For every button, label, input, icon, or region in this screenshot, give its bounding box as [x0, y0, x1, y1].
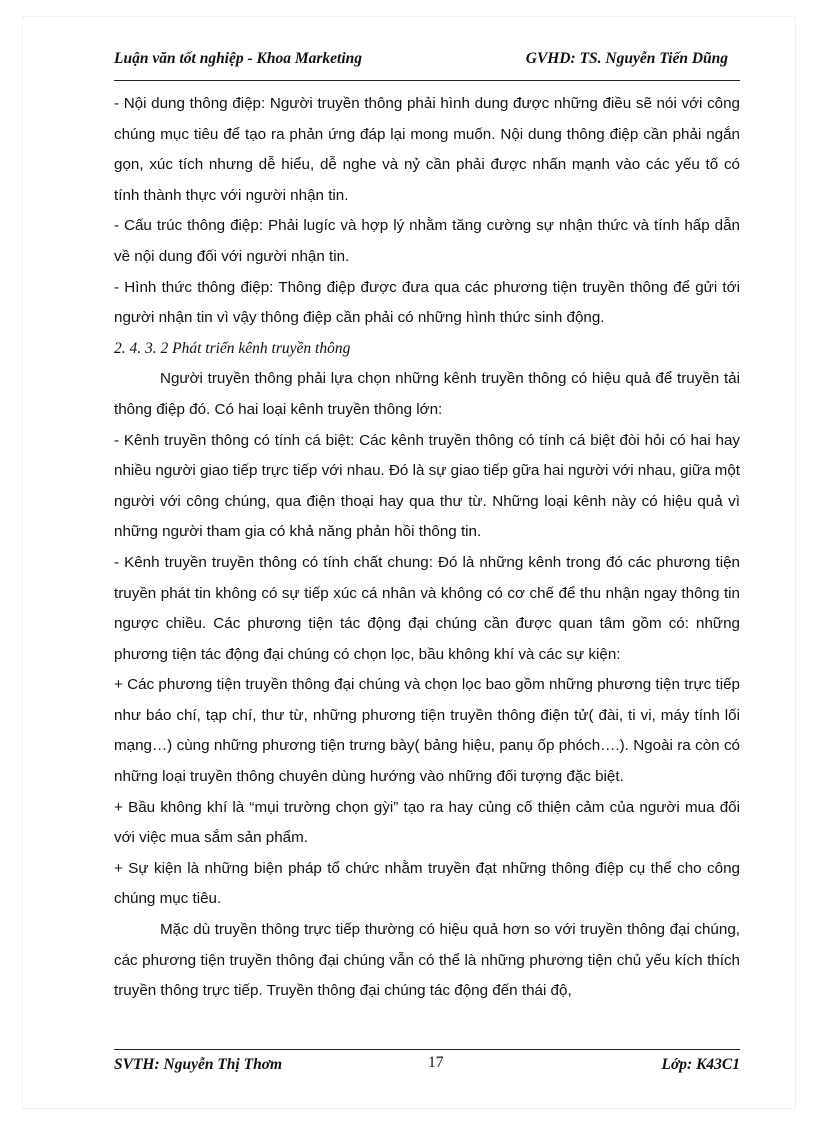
paragraph-personal-channel: - Kênh truyền thông có tính cá biệt: Các kênh truyền thông có tính cá biệt đòi hỏi có hai hay nhiều người giao tiếp trực tiếp với nhau. Đó là sự giao tiếp gữa hai người với nhau, giữa một người với công chúng, qua điện thoại hay qua thư từ. Những loại kênh này có hiệu quả vì những người tham gia có khả năng phản hồi thông tin.: [114, 431, 740, 541]
paragraph-message-structure: - Cấu trúc thông điệp: Phải lugíc và hợp lý nhằm tăng cường sự nhận thức và tính hấp dẫn về nội dung đối với người nhận tin.: [114, 217, 740, 265]
footer-rule: [114, 1049, 740, 1050]
page-footer: [114, 1054, 740, 1078]
paragraph-media: + Các phương tiện truyền thông đại chúng và chọn lọc bao gồm những phương tiện trực tiếp như báo chí, tạp chí, thư từ, những phương tiện truyền thông điện tử( đài, ti vi, máy tính lối mạng…) cùng những phương tiện trưng bày( bảng hiệu, panụ ốp phóch….). Ngoài ra còn có những loại truyền thông chuyên dùng hướng vào những đối tượng đặc biệt.: [114, 676, 740, 786]
paragraph-message-content: - Nội dung thông điệp: Người truyền thông phải hình dung được những điều sẽ nói với công chúng mục tiêu để tạo ra phản ứng đáp lại mong muốn. Nội dung thông điệp cần phải ngắn gọn, xúc tích nhưng dễ hiểu, dễ nghe và nỷ cần phải được nhấn mạnh vào các yếu tố có tính thành thực với người nhận tin.: [114, 95, 740, 204]
paragraph-nonpersonal-channel: - Kênh truyền truyền thông có tính chất chung: Đó là những kênh trong đó các phương tiện truyền phát tin không có sự tiếp xúc cá nhân và không có cơ chế để thu nhận ngay thông tin ngược chiều. Các phương tiện tác động đại chúng cần được quan tâm gồm có: những phương tiện tác động đại chúng có chọn lọc, bầu không khí và các sự kiện:: [114, 553, 740, 663]
paragraph-atmosphere: + Bầu không khí là “mụi trường chọn gỳi” tạo ra hay củng cố thiện cảm của người mua đối với việc mua sắm sản phẩm.: [114, 798, 740, 847]
header-supervisor: GVHD: TS. Nguyễn Tiến Dũng: [525, 50, 728, 67]
page-header: [114, 46, 728, 72]
footer-student: SVTH: Nguyễn Thị Thơm: [114, 1056, 283, 1073]
paragraph-channel-intro: Người truyền thông phải lựa chọn những kênh truyền thông có hiệu quả để truyền tải thông điệp đó. Có hai loại kênh truyền thông lớn:: [114, 370, 740, 418]
page-number: 17: [428, 1054, 444, 1071]
document-body: [114, 89, 740, 1007]
paragraph-message-form: - Hình thức thông điệp: Thông điệp được đưa qua các phương tiện truyền thông để gửi tới người nhận tin vì vậy thông điệp cần phải có những hình thức sinh động.: [114, 278, 740, 327]
paragraph-events: + Sự kiện là những biện pháp tổ chức nhằm truyền đạt những thông điệp cụ thể cho công chúng mục tiêu.: [114, 859, 740, 908]
header-thesis-title: Luận văn tốt nghiệp - Khoa Marketing: [114, 50, 363, 67]
header-rule: [114, 80, 740, 81]
section-heading: 2. 4. 3. 2 Phát triển kênh truyền thông: [114, 339, 351, 357]
paragraph-conclusion: Mặc dù truyền thông trực tiếp thường có hiệu quả hơn so với truyền thông đại chúng, các phương tiện truyền thông đại chúng vẫn có thể là những phương tiện chủ yếu kích thích truyền thông trực tiếp. Truyền thông đại chúng tác động đến thái độ,: [114, 921, 740, 1000]
footer-class: Lớp: K43C1: [661, 1056, 740, 1073]
